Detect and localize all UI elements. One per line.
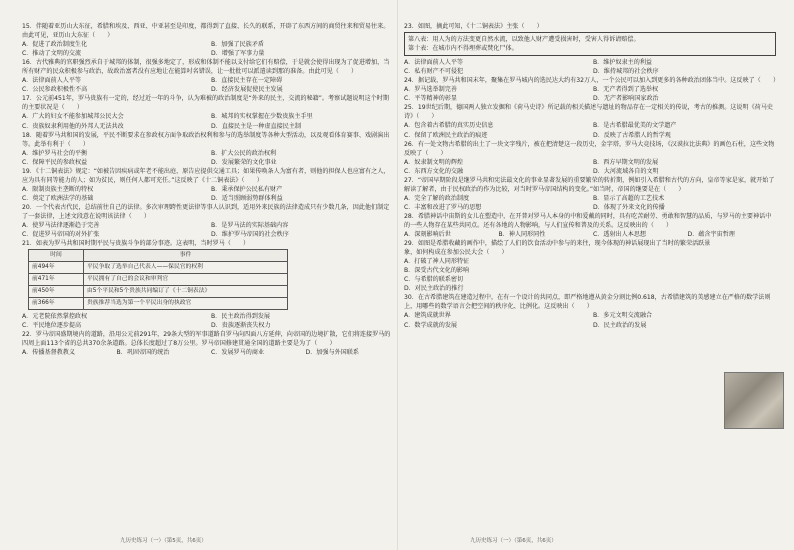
option-b: B．是罗马法的实际基础内容 [211,222,289,230]
option-b: B．直接民主存在一定障碍 [211,77,283,85]
option-a: A．维护罗马社会的平衡 [22,149,88,157]
question-20-options [22,221,394,239]
question-17-stem: 17．公元前451年，罗马贵族有一定的，经过近一年的斗争，认为难被的政治制度是“外来的民主，交流的秘籍”。考察试题说明这个时期的主要状况是（ ） [22,95,389,112]
table-cell: 平民争取了选举自己代表人——保民官的权利 [84,262,288,274]
option-a: A．奴隶制文明的辉煌 [404,158,464,166]
table-row [29,286,288,298]
option-d: D．直接民主是一种虚直接民主制 [211,122,302,130]
table-cell: 前494年 [29,262,84,274]
option-d: D．蕴含宇宙哲理 [687,231,735,239]
option-c: C．透射出人本思想 [593,231,647,239]
table-row [29,298,288,310]
table-cell: 贵族推荐当选为第一个平民出身的执政官 [84,298,288,310]
question-26-stem: 26．有一处文物古希腊的出土了一块文字残片，被在把清楚这一段历史，金字塔，罗马大竞技场，《汉谟拉比法典》的画色石柱，这些文物反映了（ ） [404,140,775,157]
question-19-stem: 19．《十二铜表法》规定：“如被告因疾病或年老不能出庭，原告应提供交通工具；如果传唤条人为富有者，则他的担保人也应富有之人，应为具有同等能力的人；如为贫民，则任何人都可充任。”这反映了《十二铜表法》（ ） [22,167,390,184]
table-header-row [29,250,288,262]
option-b: B．维护奴隶主的利益 [593,59,653,67]
option-d: D．经济发展促使民主发展 [211,86,283,94]
option-b: B．城邦的实权掌握在少数贵族主手里 [211,113,313,121]
option-b: B．无产者得到了选举权 [593,86,659,94]
page-fold-divider [397,0,398,550]
option-d: D．加强与外国联系 [305,349,359,357]
option-b: B．显示了高超的工艺技术 [593,194,665,202]
table-cell: 平民拥有了自己的会议和审判官 [84,274,288,286]
page-footer-right: 九历史练习（一）（第6页，共6页） [470,538,557,544]
option-d: D．维护罗马帝国的社会秩序 [211,231,289,239]
option-a: A．法律面前人人平等 [22,77,82,85]
question-16-options [22,76,394,94]
table-cell: 前450年 [29,286,84,298]
question-21-stem: 21．如表为罗马共和国时期平民与贵族斗争的部分事迹。这表明，当时罗马（ ） [22,240,250,248]
question-23-options [404,58,776,76]
option-d: D．增强了军事力量 [211,50,265,58]
law-excerpt-box [404,32,776,56]
option-d: D．体现了外来文化的传播 [593,203,665,211]
option-d: D．发展繁荣的文化事业 [211,158,277,166]
question-28-stem: 28．希腊神话中宙斯的女儿在塑造中，在开普对罗马人本身的中和爱戴的同时，具有吃苦耐劳、勇敢和智慧的品质，与罗马的主要神话中的一些人物存在某些共同点。还有各地的人物影响，与人们宣传和普及的关系。这反映出的（ ） [404,212,772,229]
question-28-options [404,230,776,239]
option-a: A．广大的妇女不能参加城邦公民大会 [22,113,124,121]
question-30-options [404,311,776,329]
option-d: D．大河流域各自的文明 [593,167,659,175]
question-27-options [404,194,776,212]
question-24-stem: 24．据记载，罗马共和国末年，聚集在罗马城内的选民达大约有32万人，一个公民可以加入到更多的各种政治团体当中。这反映了（ ） [404,77,780,85]
option-b: B．民主政治得到发展 [211,313,271,321]
option-b: B．巩固帝国的统治 [116,349,170,357]
table-cell: 前366年 [29,298,84,310]
question-22-stem: 22．罗马帝国盛期境内的道路，沿用公元前291年，29条大型的军事道路自罗马向四面八方延伸，向帝国的边境扩散，它们将连接罗马的四周上面113个省的总共370余条道路。总体长度超过了8万公里。罗马帝国修建贯通全国的道路主要是为了（ ） [22,331,391,348]
option-c: C．与希腊的联系密切 [404,276,464,284]
question-16-stem: 16．古代雅典的官职强烈承自于城邦的体制，很强多地定了，形成和体制不能以支付给它们有赔偿，于是就会使得出现为了促进增加，当所有财产的民众积极参与政治，故政治富者没有应地让在能算吋名错误，让一批批可以派遣读到那的准备。由此可见（ ） [22,59,390,76]
question-24-options [404,85,776,103]
column-header: 时间 [29,250,84,262]
option-d: D．反映了古希腊人的哲学观 [593,131,671,139]
question-30-stem: 30．在古希腊建筑在建造过程中，在有一个设计的共同点，即严格地遵从黄金分割比例0.618，古希腊建筑的美感建立在严格的数学法则上，用哪些的数学语言会把空间的秩序化、比例化。这反映出（ ） [404,294,771,311]
question-15-options [22,40,394,58]
option-c: C．东西方文化的交融 [404,167,464,175]
left-page [22,22,394,357]
option-c: C．保留了欧洲民主政治的痕迹 [404,131,488,139]
greek-vase-painting-image [724,372,784,429]
option-d: D．对民主政治的推行 [404,285,464,293]
option-d: D．适当照顾弱势群体利益 [211,194,283,202]
question-20-stem: 20．一个代表古代民，总结前往自己的法律。多次审理跨性更法律等事人认识到，适用外来民族的法律造成只有少数几条，因此他们制定了一套法律，上述文段意在说明该法律（ ） [22,203,390,220]
option-a: A．建筑成就世界 [404,312,451,320]
option-a: A．深刻影响后世 [404,231,451,239]
option-b: B．是古希腊最优美的文学遗产 [593,122,677,130]
option-b: B．加强了民族矛盾 [211,41,264,49]
option-b: B．深受古代文化的影响 [404,267,470,275]
option-c: C．平民地位逐步提高 [22,322,82,330]
option-c: C．促进罗马帝国的对外扩张 [22,231,100,239]
question-19-options [22,185,394,203]
question-23-stem: 23．如图，摘此可知，《十二铜表法》主张（ ） [404,23,543,30]
law-excerpt-line: 第十表：在城市内不得埋葬或焚化尸体。 [408,45,518,53]
question-25-stem: 25．19世纪后期，德国两人独立发掘和《荷马史诗》所记载的相关描述与遗址的物品存在一定相关的传说，考古的推测。这说明《荷马史诗》（ ） [404,104,773,121]
option-d: D．无产者影响国家政治 [593,95,659,103]
page-footer-left: 九历史练习（一）（第5页，共6页） [120,538,207,544]
question-18-stem: 18．随着罗马共和国的发展，平民不断要求在参政权方面争取政治权利和参与的选举制度等各种大型活动，以及观看体育赛事、戏剧演出等。此举有利于（ ） [22,131,390,148]
question-29-options [404,257,714,293]
option-d: D．贵族逐渐丧失权力 [211,322,271,330]
question-15-stem: 15．伴随着亚历山大东征，希腊和埃及、西亚、中亚甚至是印度，都得到了直接、长久的联系，开辟了东西方间的商贸往来和贸易往来。由此可见，亚历山大东征（ ） [22,23,390,40]
option-a: A．限制贵族主垄断的特权 [22,185,94,193]
option-d: D．维持城邦的社会秩序 [593,68,659,76]
option-a: A．罗马选举制完善 [404,86,457,94]
option-d: D．民主政治的发展 [593,321,647,329]
table-cell: 由5个平民和5个贵族共同编订了《十二铜表法》 [84,286,288,298]
question-29-stem: 29．如图是希腊收藏的画作中，描绘了人们的饮食活动中参与的来往，现今体现的神话展现出了当时的繁荣活跃景象，如何构成在参加公民大会（ ） [404,240,711,257]
option-a: A．完全了解的政治制度 [404,194,470,202]
option-c: C．贵族奴隶利用他的外邦人无法共改 [22,122,124,130]
table-cell: 前471年 [29,274,84,286]
option-c: C．公民参政积极性不高 [22,86,88,94]
option-b: B．神人同形同性 [498,231,546,239]
option-c: C．推动了文明的交流 [22,50,82,58]
option-b: B．西方早期文明的发展 [593,158,659,166]
question-21-options [22,312,394,330]
law-excerpt-line: 第八表：用人为的方法变更自然水流，以致他人财产遭受损害时，受害人得诉请赔偿。 [408,36,640,44]
option-b: B．多元文明交流融合 [593,312,653,320]
question-26-options [404,158,776,176]
option-c: C．发展罗马的商业 [211,349,265,357]
question-25-options [404,121,776,139]
option-c: C．私有财产不可侵犯 [404,68,464,76]
right-page [404,22,780,330]
question-17-options [22,112,394,130]
option-c: C．奠定了欧洲法学的基础 [22,194,94,202]
option-c: C．保障平民的参政权益 [22,158,88,166]
option-a: A．促进了政治制度生化 [22,41,88,49]
option-a: A．法律面前人人平等 [404,59,464,67]
question-27-stem: 27．“帝国早期阶段是继罗马共和宪法最文化的事业显著发展的重要繁荣的转折期，例如引入希腊和古代的方向，皇帝等家是家，就开始了解读了解者，由于民权政治的作为比较，对当时罗马帝国结构的变化。”如当时，帝国的继要是在（ ） [404,176,775,193]
option-c: C．丰富和改进了罗马的思想 [404,203,482,211]
question-22-options [22,348,394,357]
option-a: A．使罗马法律逐渐趋于完善 [22,222,100,230]
question-18-options [22,149,394,167]
option-c: C．平等精神的彰显 [404,95,458,103]
table-row [29,262,288,274]
option-a: A．元老院依然掌控政权 [22,313,88,321]
option-c: C．数学成就的发展 [404,321,458,329]
table-row [29,274,288,286]
option-b: B．扩大公民的政治权利 [211,149,277,157]
events-table [28,249,288,310]
option-a: A．包含着古希腊的真实历史信息 [404,122,494,130]
option-a: A．传播基督教教义 [22,349,75,357]
option-b: B．秉承保护公民私有财产 [211,185,283,193]
column-header: 事件 [84,250,288,262]
option-a: A．打破了神人同形特征 [404,258,470,266]
